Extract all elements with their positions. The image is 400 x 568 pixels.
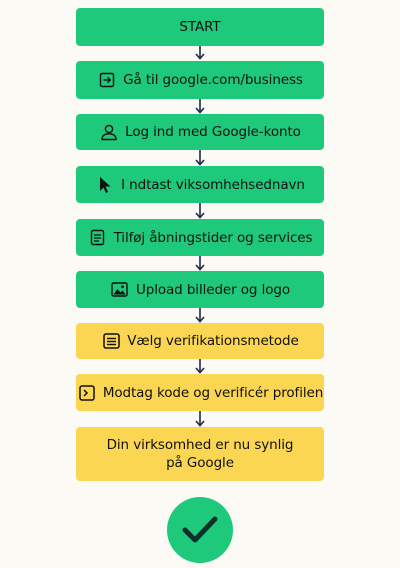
external-link-icon — [97, 70, 117, 90]
list-icon — [101, 331, 121, 351]
step-label: START — [179, 19, 221, 35]
step-business-visible — [76, 427, 324, 481]
step-upload-images — [76, 271, 324, 308]
user-icon — [99, 122, 119, 142]
cursor-icon — [95, 175, 115, 195]
step-enter-business-name — [76, 166, 324, 203]
image-icon — [110, 280, 130, 300]
step-label: Vælg verifikationsmetode — [127, 333, 299, 349]
step-label: Tilføj åbningstider og services — [113, 229, 313, 246]
step-choose-verification — [76, 323, 324, 359]
final-label-line1: Din virksomhed er nu synlig — [106, 437, 294, 453]
step-receive-code — [76, 374, 324, 411]
arrow-down-icon — [193, 46, 207, 60]
arrow-down-icon — [193, 150, 207, 166]
arrow-down-icon — [193, 256, 207, 271]
step-label: Log ind med Google-konto — [125, 124, 301, 140]
step-label: I ndtast viksomhehsednavn — [121, 176, 305, 193]
final-label-line2: på Google — [166, 455, 234, 471]
arrow-down-icon — [193, 411, 207, 427]
step-go-to-business — [76, 61, 324, 99]
arrow-down-icon — [193, 308, 207, 323]
step-label: Upload billeder og logo — [135, 281, 291, 298]
step-add-hours — [76, 219, 324, 256]
checkmark-icon — [167, 497, 233, 563]
arrow-down-icon — [193, 99, 207, 114]
arrow-down-icon — [193, 203, 207, 219]
document-icon — [88, 228, 108, 248]
arrow-down-icon — [193, 359, 207, 374]
step-login — [76, 114, 324, 150]
step-label: Modtag kode og verificér profilen — [102, 384, 324, 401]
step-label: Gå til google.com/business — [123, 72, 303, 88]
step-start — [76, 8, 324, 46]
terminal-icon — [77, 383, 97, 403]
